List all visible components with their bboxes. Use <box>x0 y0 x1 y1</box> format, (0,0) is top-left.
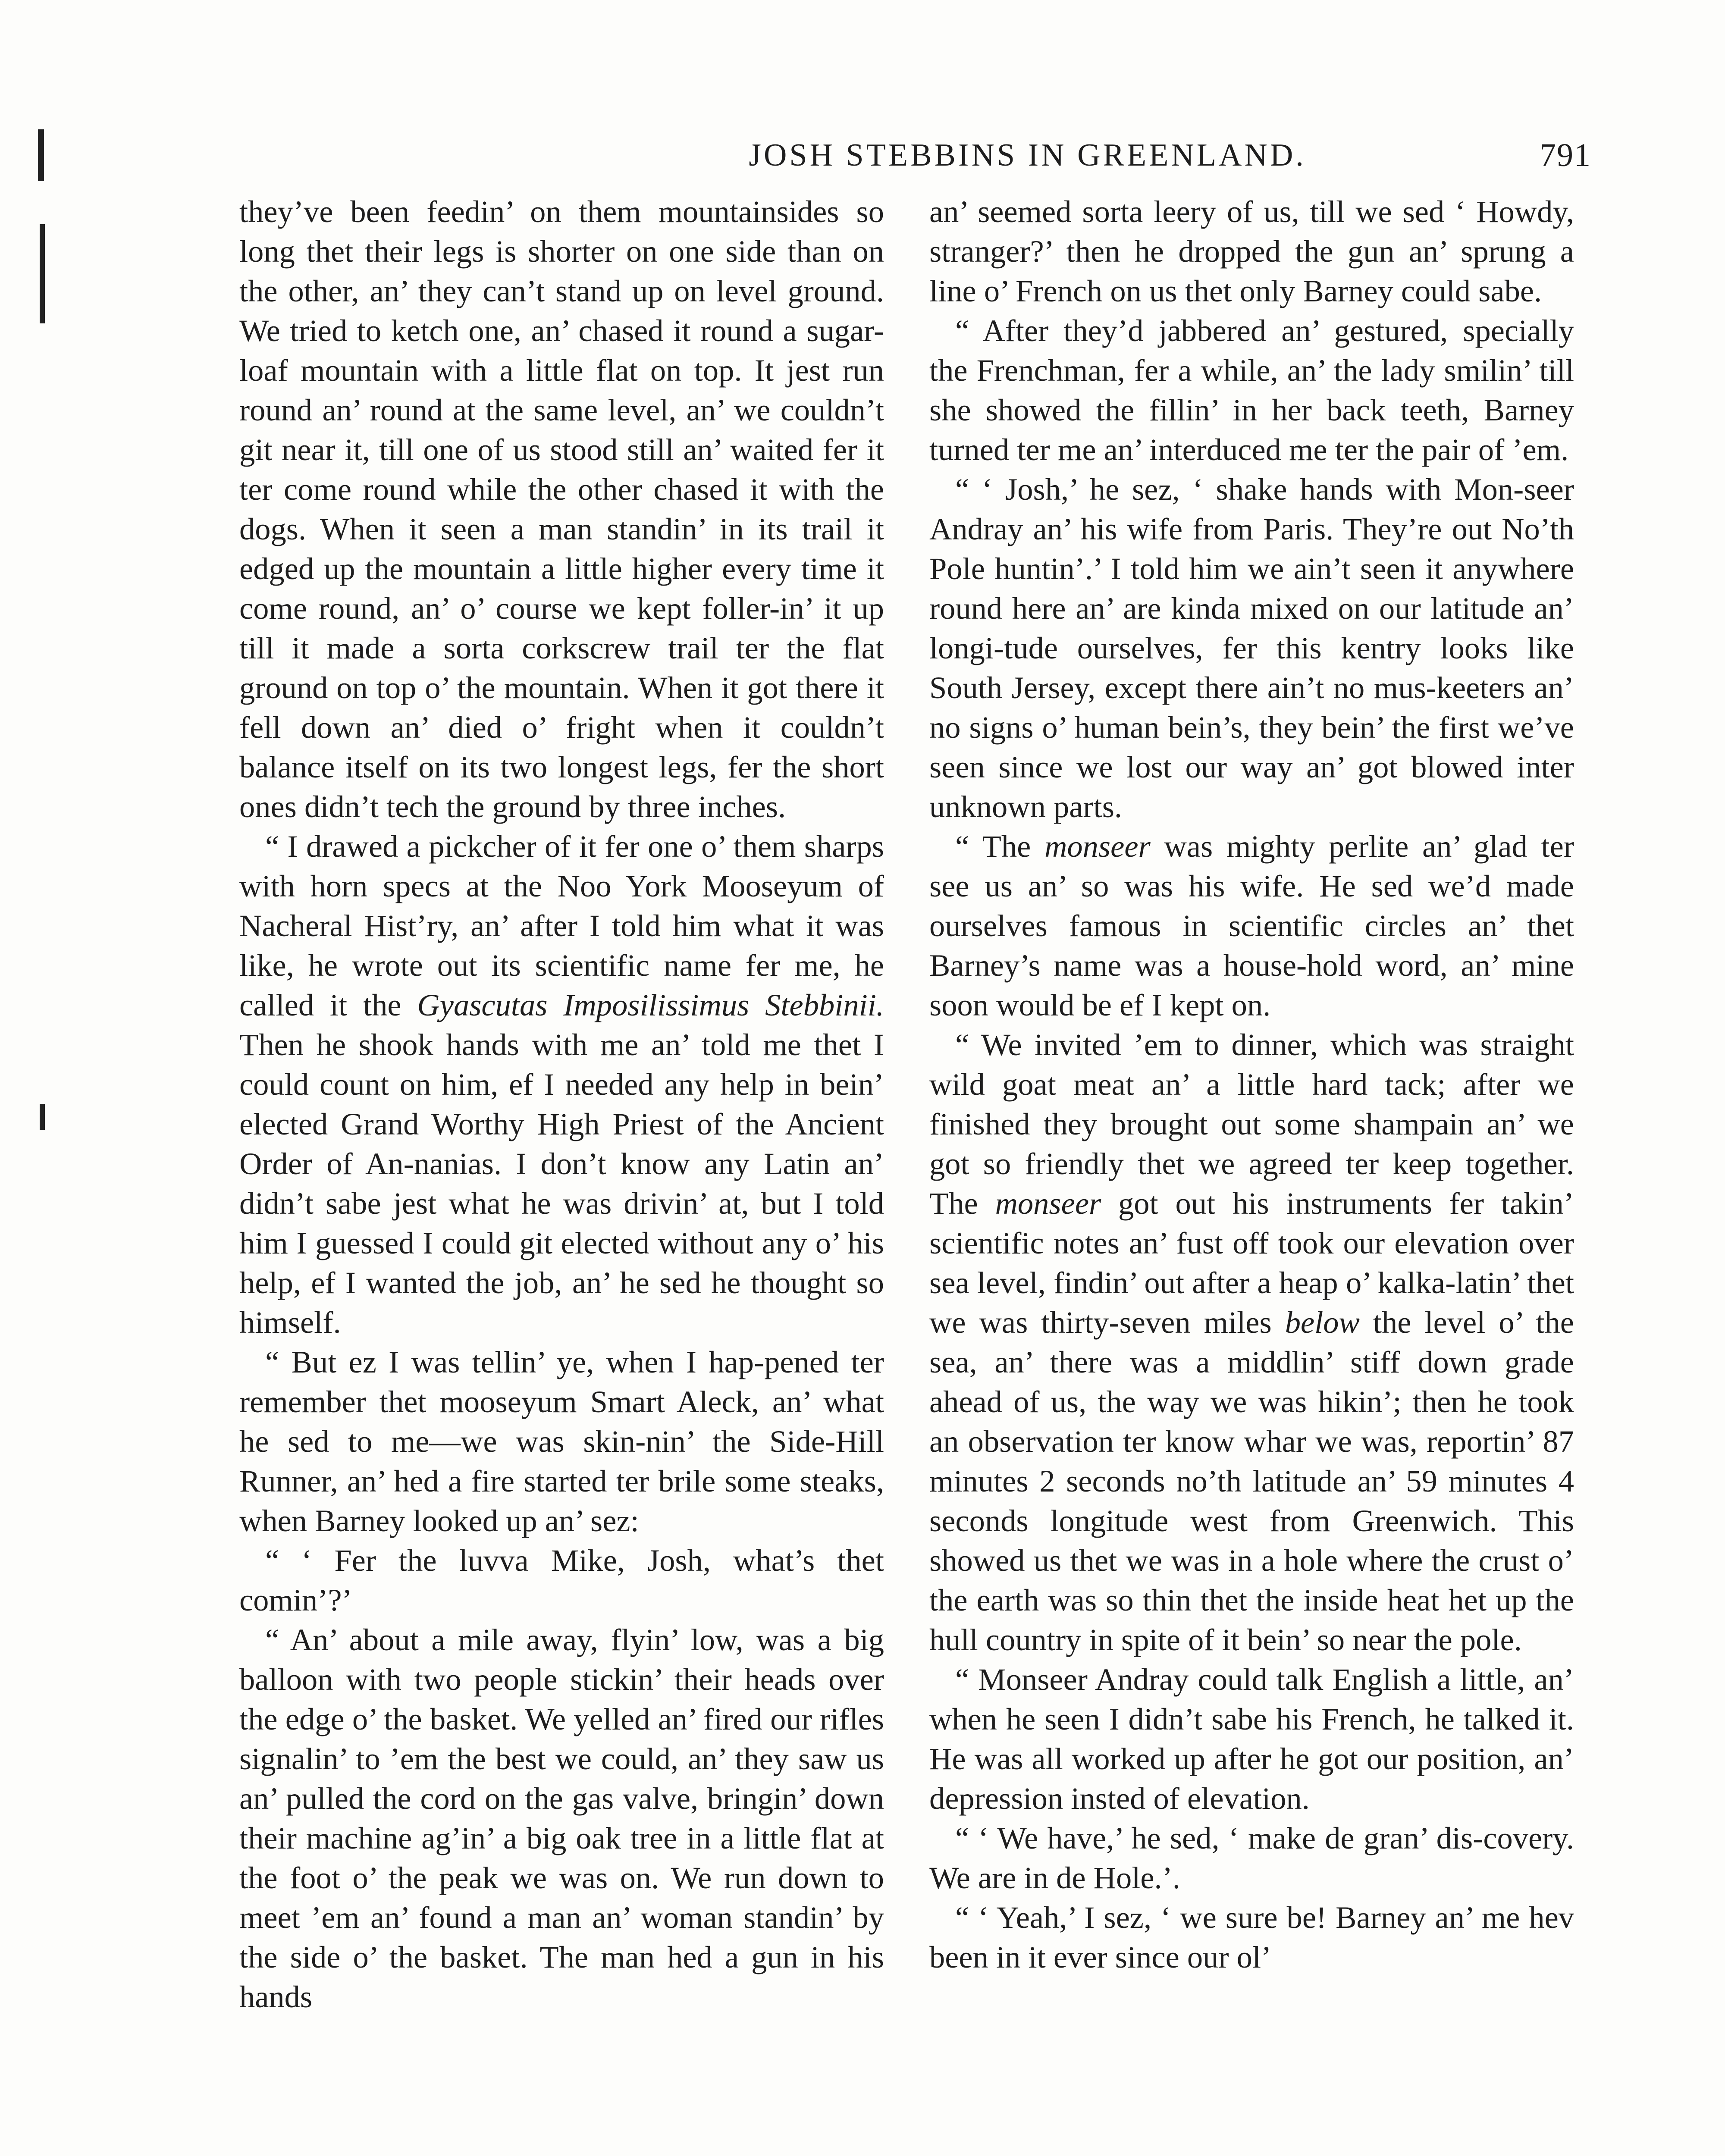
paragraph: “ ‘ Josh,’ he sez, ‘ shake hands with Mon-seer Andray an’ his wife from Paris. They’re out No’th Pole huntin’.’ I told him we ain’t seen it anywhere round here an’ are kinda mixed on our latitude an’ longi-tude ourselves, fer this kentry looks like South Jersey, except there ain’t no mus-keeters an’ no signs o’ human bein’s, they bein’ the first we’ve seen since we lost our way an’ got blowed inter unknown parts. <box>929 472 1574 824</box>
paragraph: they’ve been feedin’ on them mountainsides so long thet their legs is shorter on one side than on the other, an’ they can’t stand up on level ground. We tried to ketch one, an’ chased it round a sugar-loaf mountain with a little flat on top. It jest run round an’ round at the same level, an’ we couldn’t git near it, till one of us stood still an’ waited fer it ter come round while the other chased it with the dogs. When it seen a man standin’ in its trail it edged up the mountain a little higher every time it come round, an’ o’ course we kept foller-in’ it up till it made a sorta corkscrew trail ter the flat ground on top o’ the mountain. When it got there it fell down an’ died o’ fright when it couldn’t balance itself on its two longest legs, fer the short ones didn’t tech the ground by three inches. <box>239 194 884 824</box>
right-column <box>929 192 1574 1977</box>
paragraph: “ We invited ’em to dinner, which was straight wild goat meat an’ a little hard tack; after we finished they brought out some shampain an’ we got so friendly thet we agreed ter keep together. The monseer got out his instruments fer takin’ scientific notes an’ fust off took our elevation over sea level, findin’ out after a heap o’ kalka-latin’ thet we was thirty-seven miles below the level o’ the sea, an’ there was a middlin’ stiff down grade ahead of us, the way we was hikin’; then he took an observation ter know whar we was, reportin’ 87 minutes 2 seconds no’th latitude an’ 59 minutes 4 seconds longitude west from Greenwich. This showed us thet we was in a hole where the crust o’ the earth was so thin thet the inside heat het up the hull country in spite of it bein’ so near the pole. <box>929 1027 1574 1657</box>
paragraph: “ After they’d jabbered an’ gestured, specially the Frenchman, fer a while, an’ the lady smilin’ till she showed the fillin’ in her back teeth, Barney turned ter me an’ interduced me ter the pair of ’em. <box>929 313 1574 467</box>
scan-edge-mark <box>40 224 45 323</box>
paragraph: “ I drawed a pickcher of it fer one o’ them sharps with horn specs at the Noo York Mooseyum of Nacheral Hist’ry, an’ after I told him what it was like, he wrote out its scientific name fer me, he called it the Gyascutas Imposilissimus Stebbinii. Then he shook hands with me an’ told me thet I could count on him, ef I needed any help in bein’ elected Grand Worthy High Priest of the Ancient Order of An-nanias. I don’t know any Latin an’ didn’t sabe jest what he was drivin’ at, but I told him I guessed I could git elected without any o’ his help, ef I wanted the job, an’ he sed he thought so himself. <box>239 829 884 1340</box>
scan-edge-mark <box>38 129 44 181</box>
paragraph: “ But ez I was tellin’ ye, when I hap-pened ter remember thet mooseyum Smart Aleck, an’ what he sed to me—we was skin-nin’ the Side-Hill Runner, an’ hed a fire started ter brile some steaks, when Barney looked up an’ sez: <box>239 1344 884 1538</box>
paragraph: an’ seemed sorta leery of us, till we sed ‘ Howdy, stranger?’ then he dropped the gun an’ sprung a line o’ French on us thet only Barney could sabe. <box>929 194 1574 308</box>
paragraph: “ Monseer Andray could talk English a little, an’ when he seen I didn’t sabe his French, he talked it. He was all worked up after he got our position, an’ depression insted of elevation. <box>929 1662 1574 1816</box>
page-number: 791 <box>1540 137 1591 173</box>
paragraph: “ The monseer was mighty perlite an’ glad ter see us an’ so was his wife. He sed we’d made ourselves famous in scientific circles an’ thet Barney’s name was a house-hold word, an’ mine soon would be ef I kept on. <box>929 829 1574 1022</box>
paragraph: “ ‘ Fer the luvva Mike, Josh, what’s thet comin’?’ <box>239 1543 884 1617</box>
paragraph: “ ‘ Yeah,’ I sez, ‘ we sure be! Barney an’ me hev been in it ever since our ol’ <box>929 1900 1574 1974</box>
running-head <box>239 129 1591 181</box>
left-column <box>239 192 884 2017</box>
paragraph: “ ‘ We have,’ he sed, ‘ make de gran’ dis-covery. We are in de Hole.’. <box>929 1821 1574 1895</box>
scan-edge-mark <box>40 1104 45 1130</box>
paragraph: “ An’ about a mile away, flyin’ low, was a big balloon with two people stickin’ their heads over the edge o’ the basket. We yelled an’ fired our rifles signalin’ to ’em the best we could, an’ they saw us an’ pulled the cord on the gas valve, bringin’ down their machine ag’in’ a big oak tree in a little flat at the foot o’ the peak we was on. We run down to meet ’em an’ found a man an’ woman standin’ by the side o’ the basket. The man hed a gun in his hands <box>239 1622 884 2014</box>
running-title: JOSH STEBBINS IN GREENLAND. <box>749 138 1306 173</box>
scientific-name: Gyascutas Imposilissimus Stebbinii. <box>417 987 884 1022</box>
